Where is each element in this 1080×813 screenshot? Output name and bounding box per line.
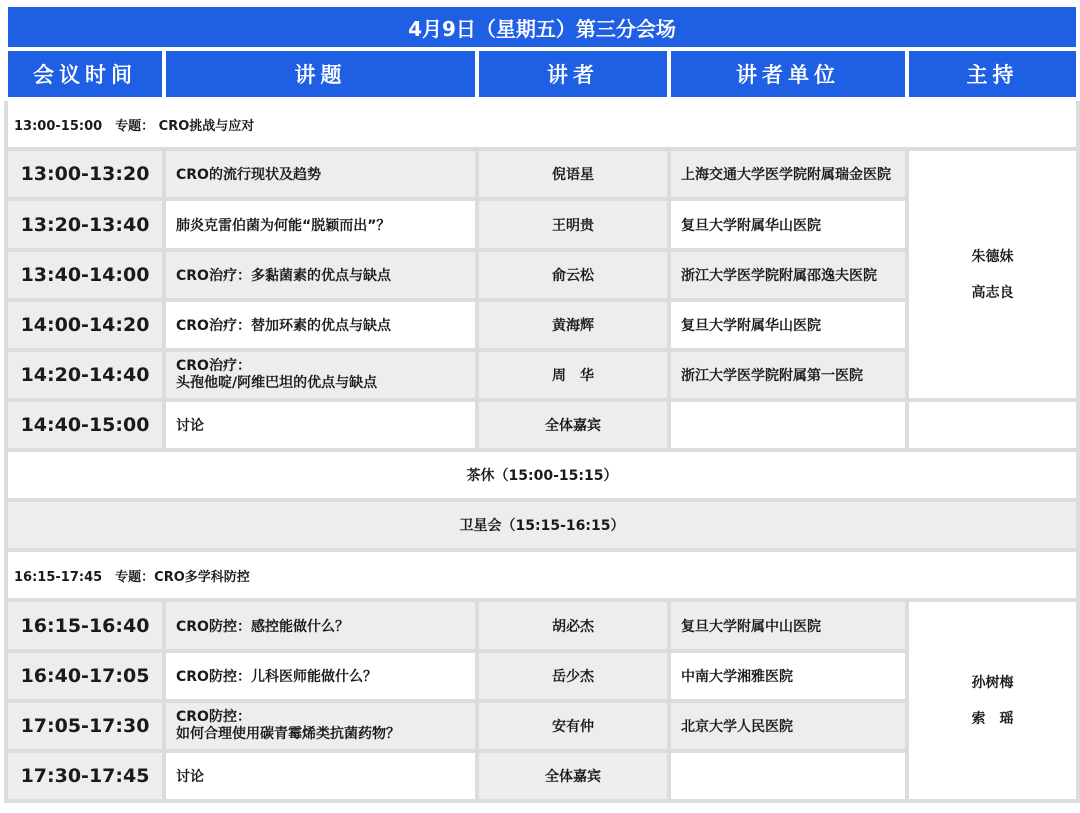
row-org: 复旦大学附属中山医院 [669,600,907,650]
table-row [6,400,1078,450]
row-topic [164,701,477,751]
session2-label: 16:15-17:45 专题：CRO多学科防控 [6,550,1078,600]
host-name: 索 瑶 [971,710,1014,727]
host-name: 孙树梅 [971,674,1014,691]
header-org: 讲者单位 [669,49,907,99]
row-org: 上海交通大学医学院附属瑞金医院 [669,149,907,199]
topic-line: 如何合理使用碳青霉烯类抗菌药物？ [176,725,400,742]
session2-hosts [907,600,1078,801]
row-speaker: 岳少杰 [477,651,669,701]
satellite-row [6,500,1078,550]
host-name: 朱德妹 [971,248,1014,265]
row-time: 13:20-13:40 [6,199,164,249]
page-title: 4月9日（星期五）第三分会场 [6,5,1078,49]
session-header [6,99,1078,149]
tea-break-label: 茶休（15:00-15:15） [6,450,1078,500]
row-org: 北京大学人民医院 [669,701,907,751]
row-org: 复旦大学附属华山医院 [669,300,907,350]
row-time: 14:40-15:00 [6,400,164,450]
topic-line: CRO治疗： [176,357,251,374]
row-topic: 讨论 [164,400,477,450]
row-topic: CRO防控：儿科医师能做什么？ [164,651,477,701]
header-topic: 讲题 [164,49,477,99]
row-time: 14:20-14:40 [6,350,164,400]
title-row [6,5,1078,49]
row-speaker: 倪语星 [477,149,669,199]
row-speaker: 胡必杰 [477,600,669,650]
table-row [6,600,1078,650]
row-speaker: 全体嘉宾 [477,751,669,801]
session1-label: 13:00-15:00 专题： CRO挑战与应对 [6,99,1078,149]
row-org: 浙江大学医学院附属第一医院 [669,350,907,400]
row-topic: CRO治疗：替加环素的优点与缺点 [164,300,477,350]
satellite-label: 卫星会（15:15-16:15） [6,500,1078,550]
table-row [6,149,1078,199]
session1-hosts [907,149,1078,400]
agenda-table [4,3,1080,803]
row-topic: 讨论 [164,751,477,801]
row-speaker: 全体嘉宾 [477,400,669,450]
row-org [669,751,907,801]
header-row [6,49,1078,99]
row-org: 复旦大学附属华山医院 [669,199,907,249]
row-topic: CRO治疗：多黏菌素的优点与缺点 [164,250,477,300]
row-speaker: 俞云松 [477,250,669,300]
row-org: 中南大学湘雅医院 [669,651,907,701]
topic-line: CRO防控： [176,708,251,725]
row-speaker: 王明贵 [477,199,669,249]
row-speaker: 黄海辉 [477,300,669,350]
row-time: 13:00-13:20 [6,149,164,199]
row-topic: CRO防控：感控能做什么？ [164,600,477,650]
host-name: 高志良 [971,284,1014,301]
header-speaker: 讲者 [477,49,669,99]
row-time: 14:00-14:20 [6,300,164,350]
row-time: 16:15-16:40 [6,600,164,650]
row-time: 17:05-17:30 [6,701,164,751]
row-org [669,400,907,450]
row-org: 浙江大学医学院附属邵逸夫医院 [669,250,907,300]
row-speaker: 安有仲 [477,701,669,751]
row-time: 16:40-17:05 [6,651,164,701]
row-topic [164,350,477,400]
header-time: 会议时间 [6,49,164,99]
topic-line: 头孢他啶/阿维巴坦的优点与缺点 [176,374,378,391]
row-time: 13:40-14:00 [6,250,164,300]
row-topic: CRO的流行现状及趋势 [164,149,477,199]
header-host: 主持 [907,49,1078,99]
row-topic: 肺炎克雷伯菌为何能“脱颖而出”？ [164,199,477,249]
row-speaker: 周 华 [477,350,669,400]
host-empty [907,400,1078,450]
session-header [6,550,1078,600]
row-time: 17:30-17:45 [6,751,164,801]
tea-break-row [6,450,1078,500]
